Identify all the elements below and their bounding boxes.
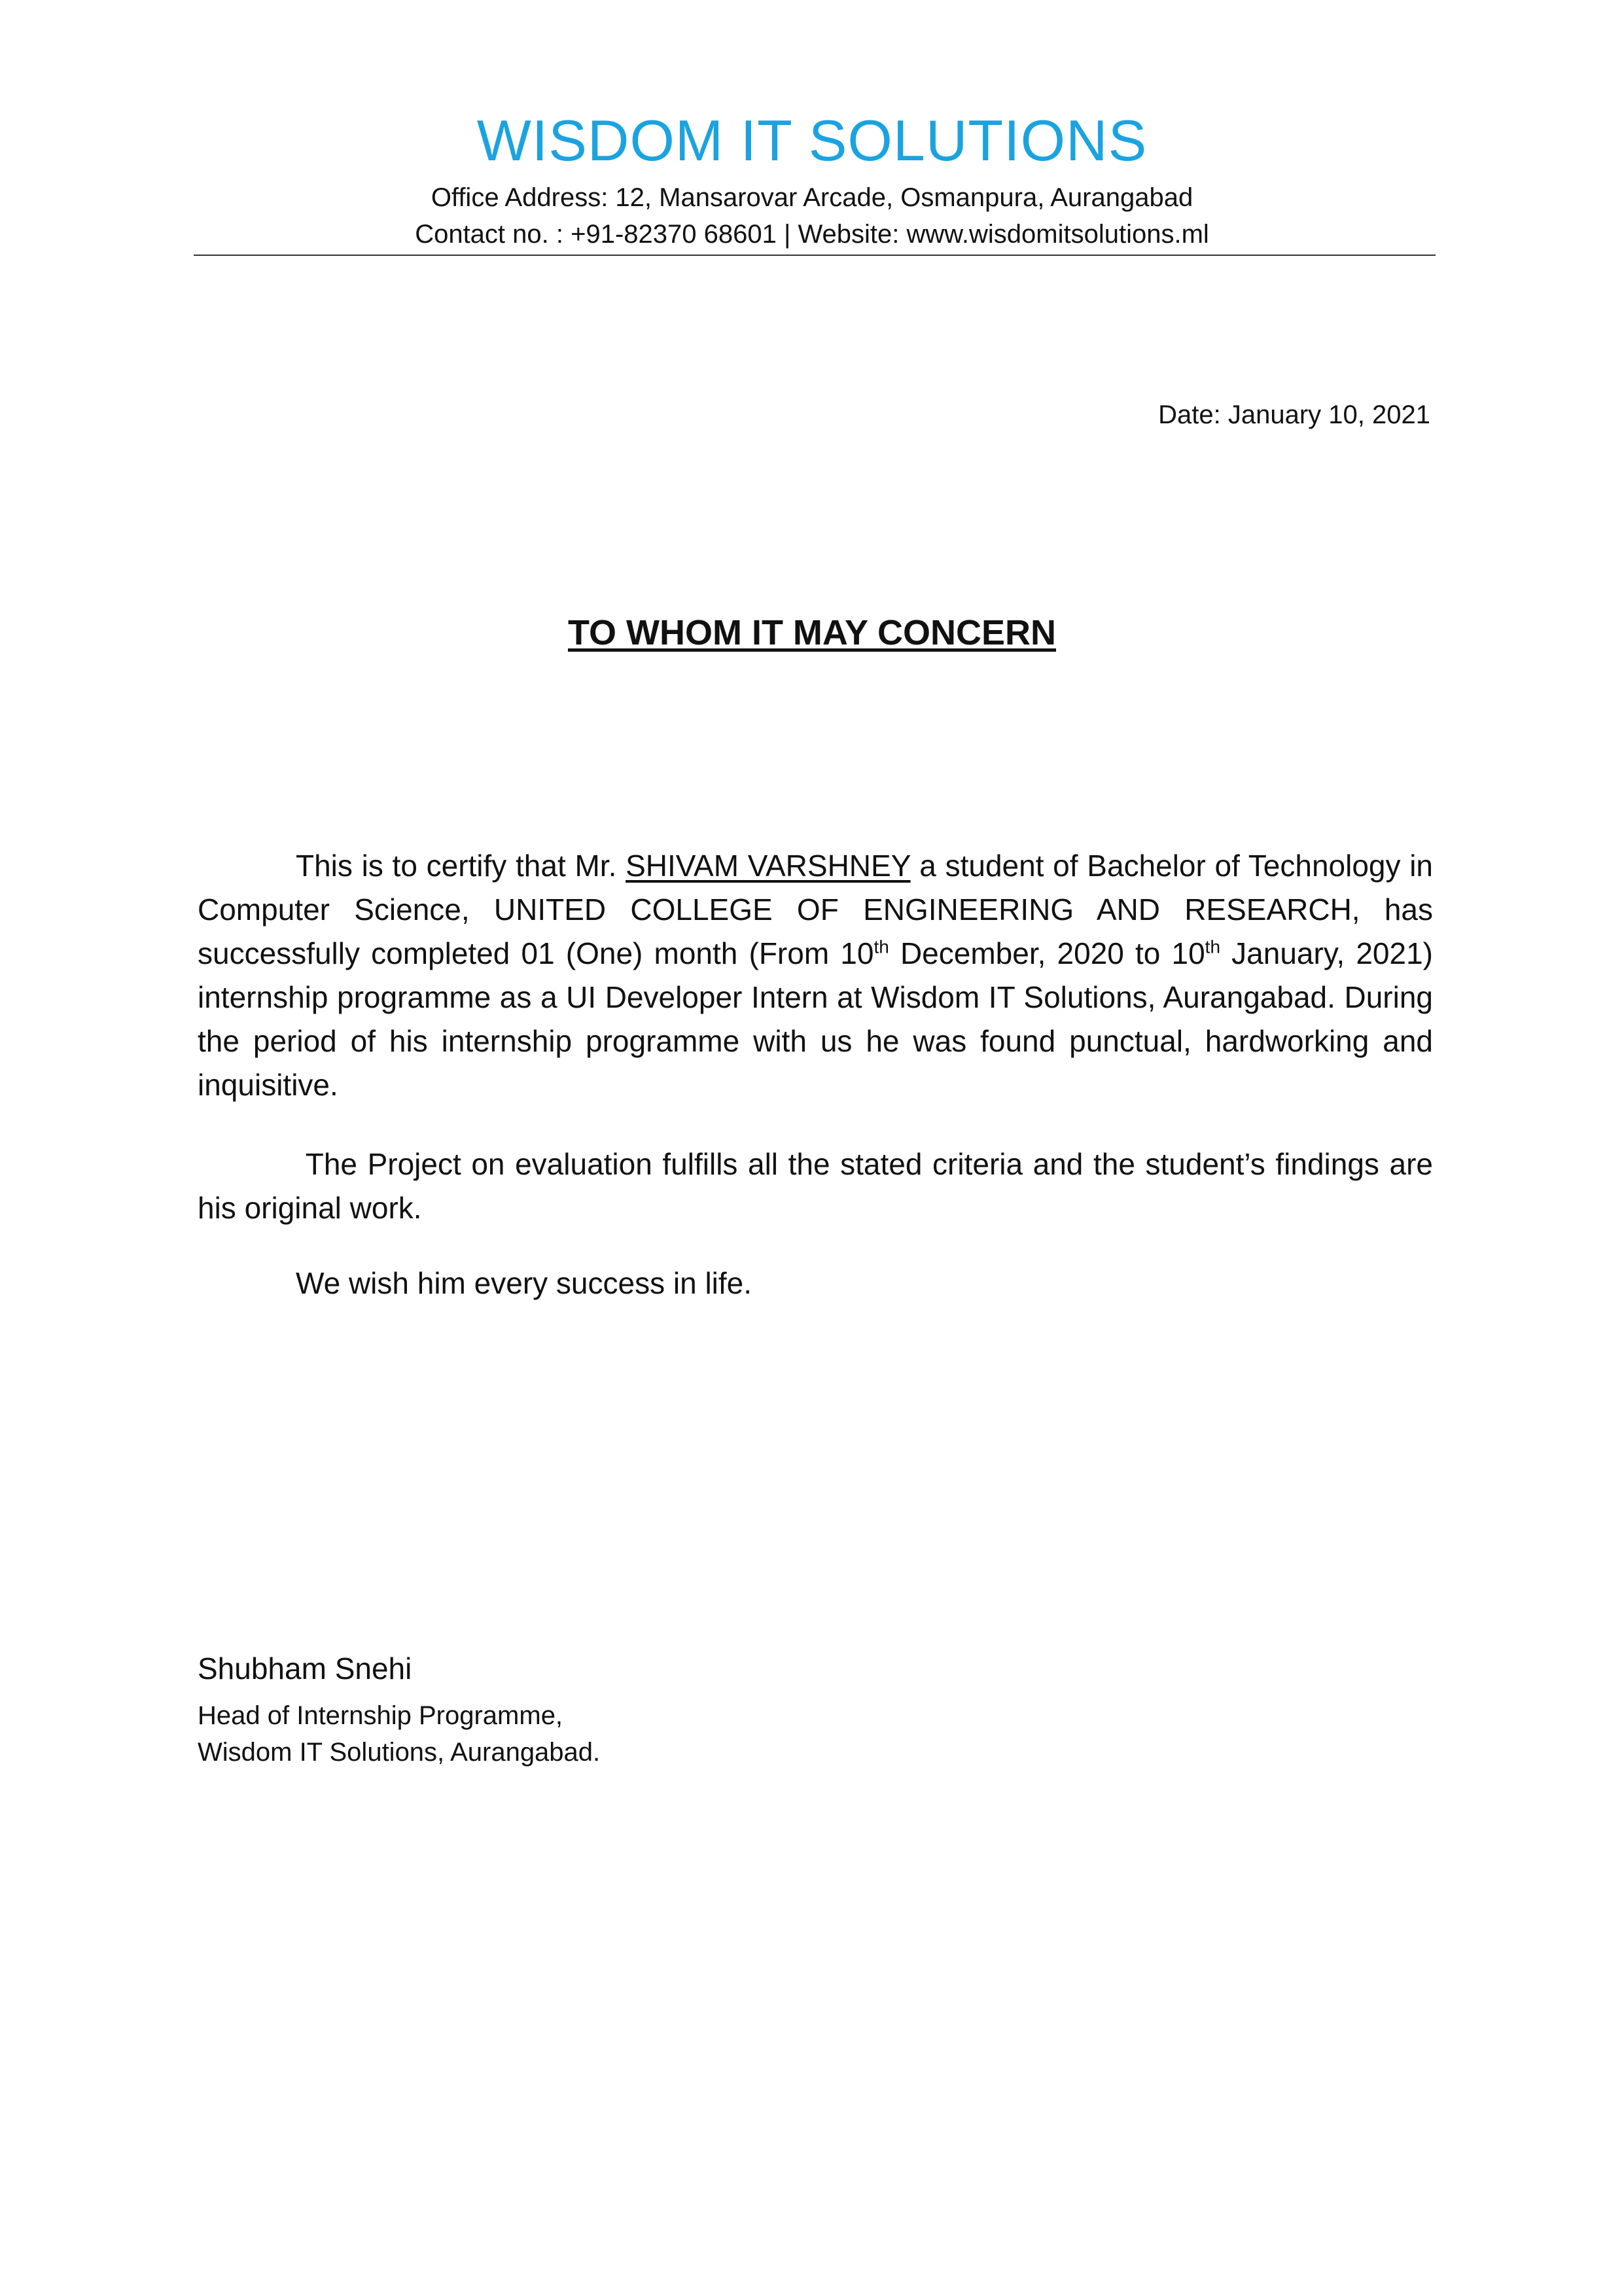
office-address: Office Address: 12, Mansarovar Arcade, Osmanpura, Aurangabad bbox=[431, 183, 1193, 212]
para1-text-1: This is to certify that Mr. bbox=[296, 849, 626, 883]
certification-paragraph bbox=[198, 844, 1433, 1107]
para1-text-2: a student of Bachelor of Technology in Computer Science, UNITED COLLEGE OF ENGINEERING AND RESEARCH, has successfully completed 01 (One) month (From 10 bbox=[198, 849, 1434, 970]
ordinal-suffix: th bbox=[874, 936, 889, 957]
para1-text-3: December, 2020 to 10 bbox=[889, 936, 1205, 970]
wishes-paragraph bbox=[198, 1262, 1433, 1305]
signatory-organization: Wisdom IT Solutions, Aurangabad. bbox=[198, 1738, 601, 1767]
para2-text: The Project on evaluation fulfills all the stated criteria and the student’s findings are his original work. bbox=[198, 1147, 1433, 1225]
letter-heading: TO WHOM IT MAY CONCERN bbox=[567, 613, 1057, 652]
signatory-name: Shubham Snehi bbox=[198, 1651, 412, 1686]
contact-info: Contact no. : +91-82370 68601 | Website: www.wisdomitsolutions.ml bbox=[415, 220, 1209, 249]
para3-text: We wish him every success in life. bbox=[296, 1266, 752, 1300]
student-name: SHIVAM VARSHNEY bbox=[626, 849, 911, 883]
company-name: WISDOM IT SOLUTIONS bbox=[476, 108, 1148, 173]
ordinal-suffix: th bbox=[1205, 936, 1221, 957]
header-divider bbox=[194, 255, 1436, 256]
letter-date: Date: January 10, 2021 bbox=[1158, 400, 1430, 429]
signatory-title: Head of Internship Programme, bbox=[198, 1701, 563, 1730]
para1-text-4: January, 2021) internship programme as a UI Developer Intern at Wisdom IT Solutions, Aurangabad. During the period of his internship programme with us he was found punctual, hardworking and inquisitive. bbox=[198, 936, 1433, 1102]
evaluation-paragraph bbox=[198, 1142, 1433, 1230]
